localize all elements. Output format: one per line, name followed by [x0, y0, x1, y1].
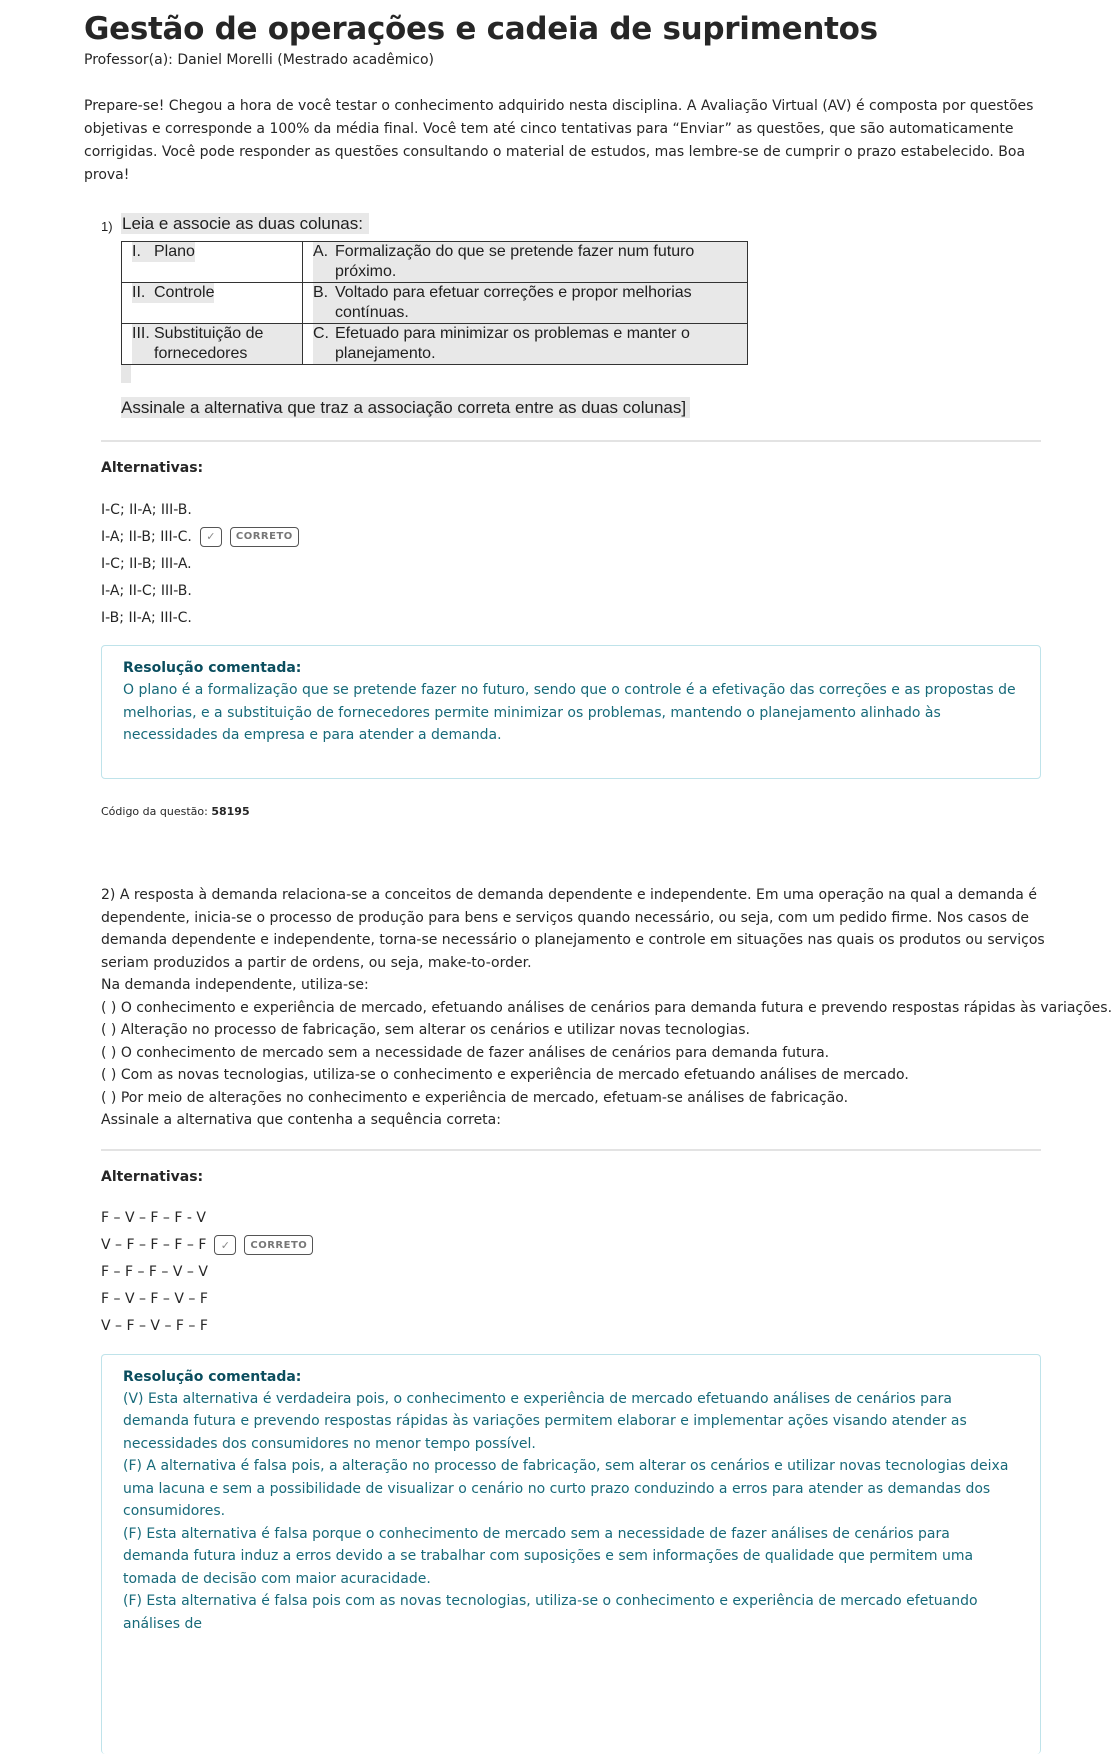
right-item: Efetuado para minimizar os problemas e manter o planejamento. — [335, 324, 747, 364]
question-line: ( ) O conhecimento de mercado sem a necessidade de fazer análises de cenários para demanda futura. — [101, 1044, 830, 1061]
resolution-line: (F) Esta alternativa é falsa pois com as novas tecnologias, utiliza-se o conhecimento e experiência de mercado efetuando análises de — [123, 1593, 978, 1632]
alternative-option[interactable]: V – F – V – F – F — [101, 1318, 208, 1334]
alternative-option[interactable]: I-C; II-B; III-A. — [101, 555, 192, 572]
alternative-option-selected[interactable]: I-A; II-B; III-C. ✓ CORRETO — [101, 523, 1051, 550]
check-icon: ✓ — [200, 527, 222, 547]
divider — [101, 440, 1041, 442]
row-numeral: III. — [132, 324, 154, 364]
resolution-title: Resolução comentada: — [123, 1368, 302, 1385]
question-lead: Leia e associe as duas colunas: — [121, 213, 369, 234]
correct-badge: CORRETO — [230, 527, 299, 547]
question-instruction: Assinale a alternativa que traz a associação correta entre as duas colunas] — [121, 397, 690, 418]
alternative-option[interactable]: F – V – F – V – F — [101, 1291, 208, 1307]
right-item: Formalização do que se pretende fazer num futuro próximo. — [335, 242, 747, 282]
resolution-line: (F) Esta alternativa é falsa porque o conhecimento de mercado sem a necessidade de fazer análises de cenários para demanda futura induz a erros devido a se trabalhar com suposições e sem informações de qualidade que permitem uma tomada de decisão com maior acuracidade. — [123, 1525, 974, 1587]
resolution-title: Resolução comentada: — [123, 660, 302, 676]
check-icon: ✓ — [214, 1235, 236, 1255]
divider — [101, 1149, 1041, 1151]
question-2-statement — [101, 884, 1112, 1132]
left-item: Plano — [154, 243, 195, 260]
question-line: Na demanda independente, utiliza-se: — [101, 977, 369, 993]
table-row — [122, 283, 748, 324]
alternatives-label: Alternativas: — [101, 1168, 204, 1185]
resolution-text — [123, 1388, 1020, 1636]
alternatives-list — [101, 1205, 1051, 1340]
correct-badge: CORRETO — [244, 1235, 313, 1255]
question-line: ( ) O conhecimento e experiência de mercado, efetuando análises de cenários para demanda futura e prevendo respostas rápidas às variações. — [101, 999, 1112, 1016]
question-2 — [101, 884, 1112, 1754]
question-code-label: Código da questão: — [101, 805, 208, 818]
page-title: Gestão de operações e cadeia de suprimentos — [84, 11, 878, 47]
alternative-option[interactable]: I-B; II-A; III-C. — [101, 609, 192, 626]
left-item: Substituição de fornecedores — [154, 324, 302, 364]
resolution-line: (F) A alternativa é falsa pois, a alteração no processo de fabricação, sem alterar os cenários e utilizar novas tecnologias deixa uma lacuna e sem a possibilidade de visualizar o cenário no curto prazo conduzindo a erros para atender as demandas dos consumidores. — [123, 1458, 1009, 1519]
left-item: Controle — [154, 284, 215, 301]
question-1 — [101, 213, 1051, 818]
question-line: ( ) Por meio de alterações no conhecimento e experiência de mercado, efetuam-se análises de fabricação. — [101, 1089, 849, 1106]
resolution-box — [101, 645, 1041, 779]
resolution-line: (V) Esta alternativa é verdadeira pois, o conhecimento e experiência de mercado efetuando análises de cenários para demanda futura e prevendo respostas rápidas às variações permitem elaborar e implementar ações visando atender as necessidades dos consumidores no menor tempo possível. — [123, 1390, 967, 1452]
alternative-option[interactable]: I-C; II-A; III-B. — [101, 501, 192, 518]
highlight-gap — [121, 365, 131, 383]
alternatives-list — [101, 496, 1051, 631]
table-row — [122, 242, 748, 283]
question-1-statement — [101, 213, 1051, 418]
question-number: 1) — [101, 219, 113, 234]
alternative-option[interactable]: F – V – F – F - V — [101, 1210, 206, 1226]
row-numeral: II. — [132, 283, 154, 303]
question-line: Assinale a alternativa que contenha a sequência correta: — [101, 1112, 501, 1128]
alternative-option[interactable]: I-A; II-C; III-B. — [101, 582, 192, 599]
page-content — [84, 0, 1112, 1754]
question-2-text: 2) A resposta à demanda relaciona-se a conceitos de demanda dependente e independente. Em uma operação na qual a demanda é dependente, inicia-se o processo de produção para bens e serviços quando necessário, ou seja, com um pedido firme. Nos casos de demanda dependente e independente, torna-se necessário o planejamento e controle em situações nas quais os produtos ou serviços seriam produzidos a partir de ordens, ou seja, make-to-order. — [101, 887, 1045, 971]
question-code-value: 58195 — [211, 805, 250, 818]
question-line: ( ) Alteração no processo de fabricação, sem alterar os cenários e utilizar novas tecnologias. — [101, 1022, 750, 1038]
association-table — [121, 241, 748, 365]
table-row — [122, 324, 748, 365]
resolution-box — [101, 1354, 1041, 1754]
row-numeral: I. — [132, 242, 154, 262]
row-letter: B. — [313, 283, 335, 323]
alternatives-label: Alternativas: — [101, 460, 204, 476]
row-letter: C. — [313, 324, 335, 364]
professor-name: Professor(a): Daniel Morelli (Mestrado acadêmico) — [84, 52, 435, 68]
intro-text: Prepare-se! Chegou a hora de você testar o conhecimento adquirido nesta disciplina. A Avaliação Virtual (AV) é composta por questões objetivas e corresponde a 100% da média final. Você tem até cinco tentativas para “Enviar” as questões, que são automaticamente corrigidas. Você pode responder as questões consultando o material de estudos, mas lembre-se de cumprir o prazo estabelecido. Boa prova! — [84, 98, 1034, 183]
row-letter: A. — [313, 242, 335, 282]
resolution-text: O plano é a formalização que se pretende fazer no futuro, sendo que o controle é a efetivação das correções e as propostas de melhorias, e a substituição de fornecedores permite minimizar os problemas, mantendo o planejamento alinhado às necessidades da empresa e para atender a demanda. — [123, 682, 1016, 743]
alternative-option[interactable]: F – F – F – V – V — [101, 1264, 208, 1280]
question-code — [101, 805, 1051, 818]
question-line: ( ) Com as novas tecnologias, utiliza-se o conhecimento e experiência de mercado efetuando análises de mercado. — [101, 1067, 909, 1083]
alternative-option-selected[interactable]: V – F – F – F – F ✓ CORRETO — [101, 1232, 1051, 1259]
right-item: Voltado para efetuar correções e propor melhorias contínuas. — [335, 283, 747, 323]
